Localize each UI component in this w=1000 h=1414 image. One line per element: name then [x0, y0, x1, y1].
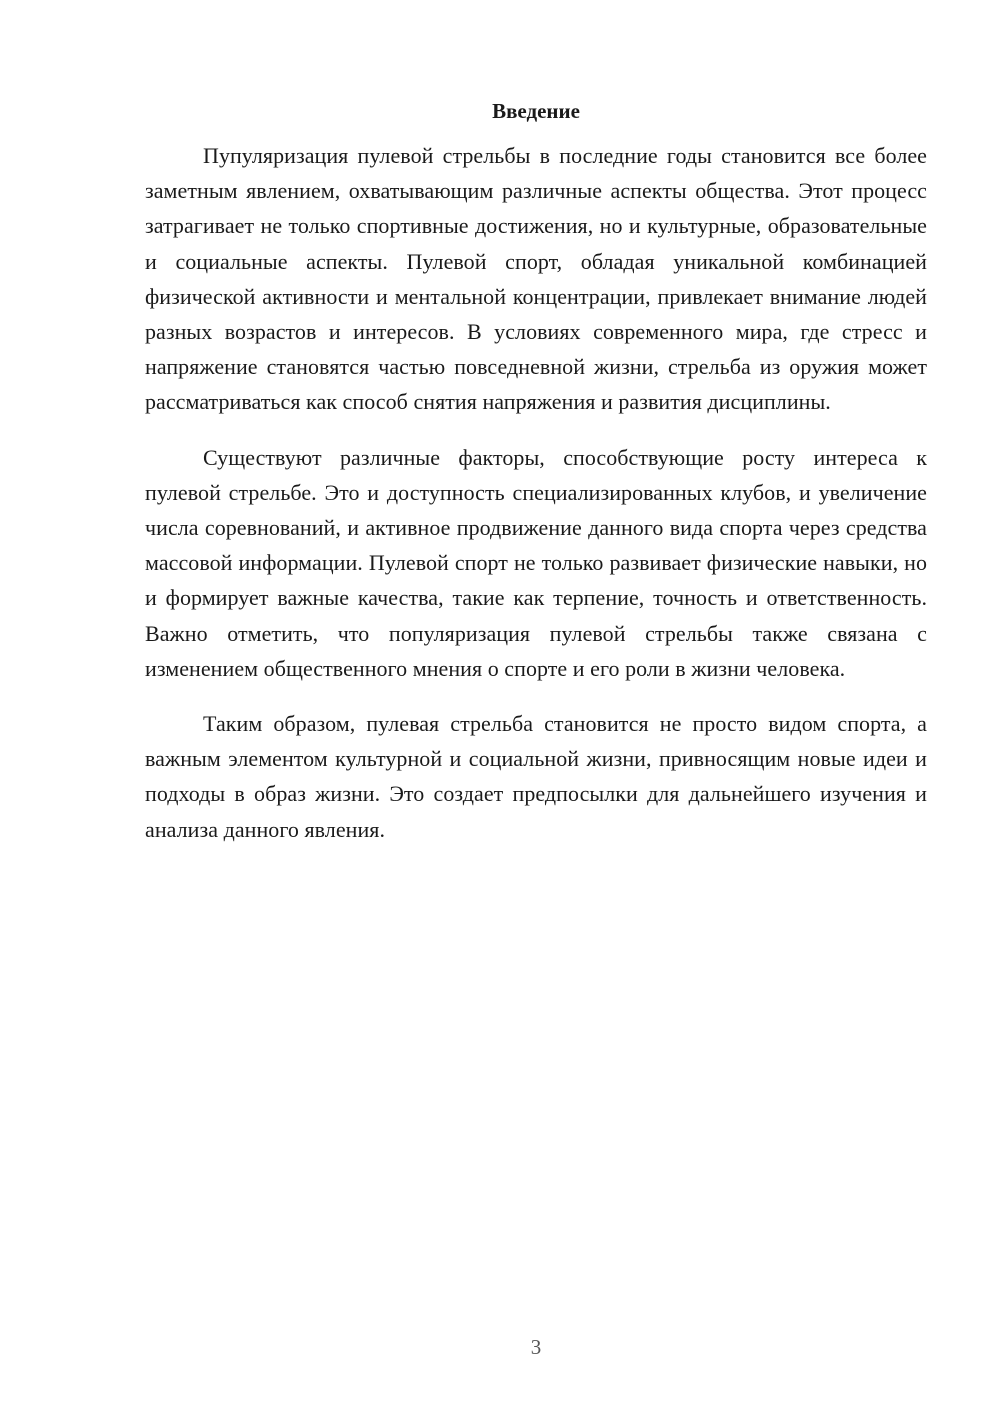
page-content — [145, 96, 927, 867]
paragraph-1: Пупуляризация пулевой стрельбы в последние годы становится все более заметным явлением, охватывающим различные аспекты общества. Этот процесс затрагивает не только спортивные достижения, но и культурные, образовательные и социальные аспекты. Пулевой спорт, обладая уникальной комбинацией физической активности и ментальной концентрации, привлекает внимание людей разных возрастов и интересов. В условиях современного мира, где стресс и напряжение становятся частью повседневной жизни, стрельба из оружия может рассматриваться как способ снятия напряжения и развития дисциплины. — [145, 143, 927, 415]
section-title: Введение — [492, 99, 580, 123]
paragraph-3: Таким образом, пулевая стрельба становится не просто видом спорта, а важным элементом культурной и социальной жизни, привносящим новые идеи и подходы в образ жизни. Это создает предпосылки для дальнейшего изучения и анализа данного явления. — [145, 711, 927, 842]
page-number: 3 — [530, 1335, 542, 1359]
paragraph-2: Существуют различные факторы, способствующие росту интереса к пулевой стрельбе. Это и доступность специализированных клубов, и увеличение числа соревнований, и активное продвижение данного вида спорта через средства массовой информации. Пулевой спорт не только развивает физические навыки, но и формирует важные качества, такие как терпение, точность и ответственность. Важно отметить, что популяризация пулевой стрельбы также связана с изменением общественного мнения о спорте и его роли в жизни человека. — [145, 444, 927, 681]
